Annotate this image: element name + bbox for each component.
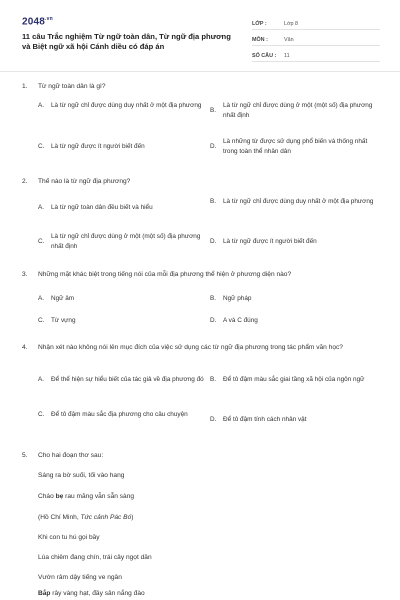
question-stem	[22, 82, 380, 91]
option-letter: B.	[210, 295, 217, 303]
option-text: Ngữ pháp	[223, 295, 252, 302]
option-letter: D.	[210, 416, 217, 424]
question-number: 1.	[22, 83, 28, 90]
logo-suffix: .vn	[45, 16, 53, 22]
option-letter: C.	[38, 143, 45, 151]
poem-text: Vườn râm dậy tiếng ve ngân	[38, 574, 122, 581]
option-text: Để tô đậm màu sắc giai tầng xã hội của ngôn ngữ	[223, 376, 365, 383]
option-c[interactable]	[38, 232, 208, 251]
option-c[interactable]	[38, 410, 208, 420]
option-text: Là từ ngữ chỉ được dùng ở một (một số) địa phương nhất định	[51, 233, 201, 250]
option-c[interactable]	[38, 316, 208, 326]
option-text: Ngữ âm	[51, 295, 75, 302]
page-header	[0, 0, 400, 70]
option-letter: A.	[38, 204, 45, 212]
option-letter: B.	[210, 198, 217, 206]
option-text: Từ vựng	[51, 317, 76, 324]
option-letter: A.	[38, 102, 45, 110]
option-letter: C.	[38, 238, 45, 245]
question-5	[22, 451, 380, 460]
option-text: Là từ ngữ được ít người biết đến	[223, 238, 317, 245]
option-text: Là từ ngữ chỉ được dùng ở một (một số) địa phương nhất định	[223, 102, 373, 119]
question-number: 5.	[22, 452, 28, 459]
option-letter: A.	[38, 295, 45, 303]
option-b[interactable]	[210, 101, 380, 120]
option-letter: D.	[210, 238, 217, 246]
poem-text: Cháo	[38, 493, 56, 500]
question-stem	[22, 343, 380, 352]
option-a[interactable]	[38, 294, 208, 304]
option-text: A và C đúng	[223, 317, 258, 324]
poem-line	[38, 492, 134, 501]
question-stem	[22, 451, 380, 460]
question-number: 2.	[22, 178, 28, 185]
option-letter: B.	[210, 376, 217, 384]
question-text: Nhận xét nào không nói lên mục đích của việc sử dụng các từ ngữ địa phương trong tác phẩm văn học?	[38, 344, 343, 351]
option-text: Để tô đậm tính cách nhân vật	[223, 416, 307, 423]
option-text: Là từ ngữ toàn dân đều biết và hiểu	[51, 204, 153, 211]
question-stem	[22, 177, 380, 186]
option-d[interactable]	[210, 316, 380, 326]
question-text: Cho hai đoạn thơ sau:	[38, 452, 104, 459]
poem-text: rau măng vẫn sẵn sàng	[63, 493, 135, 500]
poem-line	[38, 573, 122, 582]
option-d[interactable]	[210, 137, 380, 156]
header-divider	[0, 71, 400, 72]
option-letter: C.	[38, 317, 45, 325]
option-letter: D.	[210, 143, 217, 150]
option-c[interactable]	[38, 142, 208, 152]
page-title: 11 câu Trắc nghiệm Từ ngữ toàn dân, Từ ngữ địa phương và Biệt ngữ xã hội Cánh diều có đáp án	[22, 32, 231, 51]
option-a[interactable]	[38, 101, 208, 111]
poem-highlight: bẹ	[55, 493, 64, 500]
poem-source	[38, 513, 133, 522]
option-d[interactable]	[210, 237, 380, 247]
option-letter: D.	[210, 317, 217, 325]
option-b[interactable]	[210, 294, 380, 304]
question-number: 4.	[22, 344, 28, 351]
option-text: Là từ ngữ được ít người biết đến	[51, 143, 145, 150]
poem-text: Khi con tu hú gọi bầy	[38, 534, 100, 541]
option-letter: B.	[210, 107, 217, 114]
meta-key: SỐ CÂU :	[252, 53, 277, 59]
option-d[interactable]	[210, 415, 380, 425]
option-a[interactable]	[38, 375, 208, 385]
poem-line	[38, 471, 124, 480]
option-letter: A.	[38, 376, 45, 384]
question-text: Những mặt khác biệt trong tiếng nói của mỗi địa phương thể hiện ở phương diện nào?	[38, 271, 292, 278]
meta-row-grade	[252, 17, 380, 30]
site-logo[interactable]	[22, 16, 53, 27]
meta-row-subject	[252, 33, 380, 46]
meta-key: MÔN :	[252, 37, 268, 43]
poem-title: Tức cảnh Pác Bó	[80, 514, 132, 521]
poem-line	[38, 589, 145, 598]
option-text: Là từ ngữ chỉ được dùng duy nhất ở một địa phương	[51, 102, 202, 109]
question-4	[22, 343, 380, 424]
poem-text: Sáng ra bờ suối, tối vào hang	[38, 472, 125, 479]
question-stem	[22, 270, 380, 279]
option-a[interactable]	[38, 203, 208, 213]
option-text: Là từ ngữ chỉ được dùng duy nhất ở một địa phương	[223, 198, 374, 205]
question-text: Thế nào là từ ngữ địa phương?	[38, 178, 131, 185]
question-number: 3.	[22, 271, 28, 278]
poem-text: (Hồ Chí Minh,	[38, 514, 81, 521]
question-text: Từ ngữ toàn dân là gì?	[38, 83, 106, 90]
poem-highlight: Bắp	[38, 590, 51, 597]
option-b[interactable]	[210, 197, 380, 207]
meta-row-count	[252, 49, 380, 62]
poem-line	[38, 533, 100, 542]
poem-text: Lúa chiêm đang chín, trái cây ngọt dần	[38, 554, 152, 561]
question-1	[22, 82, 380, 155]
option-b[interactable]	[210, 375, 380, 385]
option-text: Để tô đậm màu sắc địa phương cho câu chuyện	[51, 411, 188, 418]
logo-text: 2048	[22, 16, 46, 28]
meta-info	[252, 17, 380, 65]
poem-text: rây vàng hạt, đầy sân nắng đào	[50, 590, 145, 597]
question-2	[22, 177, 380, 250]
option-text: Để thể hiện sự hiểu biết của tác giả về địa phương đó	[51, 376, 204, 383]
meta-value: Văn	[284, 37, 294, 43]
poem-text: )	[131, 514, 134, 521]
question-3	[22, 270, 380, 325]
meta-value: 11	[284, 53, 290, 59]
meta-value: Lớp 8	[284, 21, 299, 27]
meta-key: LỚP :	[252, 21, 267, 27]
poem-line	[38, 553, 152, 562]
option-text: Là những từ được sử dụng phổ biến và thống nhất trong toàn thể nhân dân	[223, 138, 368, 155]
option-letter: C.	[38, 411, 45, 419]
